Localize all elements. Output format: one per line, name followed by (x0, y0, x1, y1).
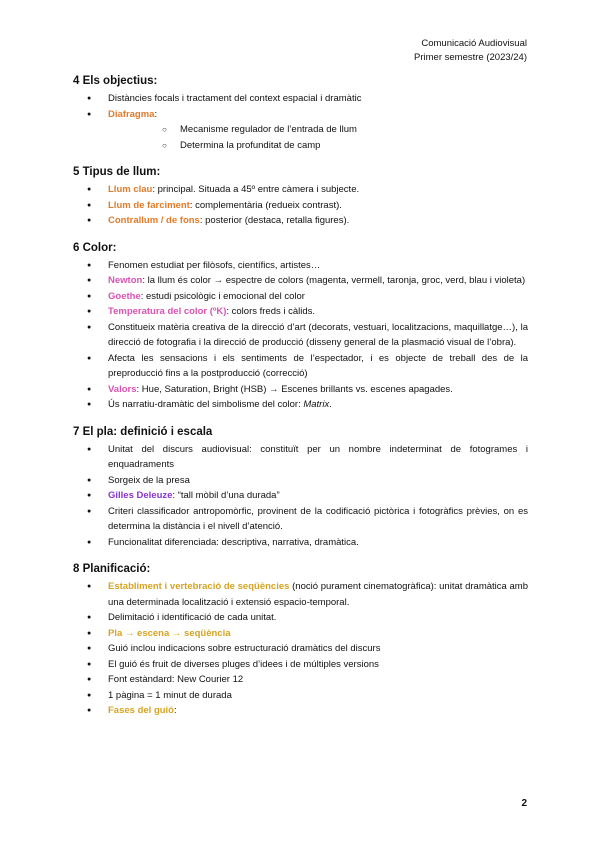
term-temperatura-color: Temperatura del color (ºK) (108, 306, 227, 317)
list-item-text: Font estàndard: New Courier 12 (108, 674, 244, 685)
list-item (73, 351, 528, 382)
list-item-text: El guió és fruit de diverses pluges d’idees i de múltiples versions (108, 658, 379, 670)
list-item-text: Criteri classificador antropomòrfic, provinent de la codificació pictòrica i fotogràfics prèvies, on es determina la distància i el nivell d’atenció. (108, 505, 528, 532)
list-item-text: : colors freds i càlids. (226, 306, 316, 317)
list-item-text: Funcionalitat diferenciada: descriptiva, narrativa, dramàtica. (108, 536, 359, 548)
list-item (73, 488, 528, 504)
list-item-text: : (174, 705, 177, 716)
list-item-text: : estudi psicològic i emocional del color (140, 290, 305, 302)
term-establiment-sequencies: Establiment i vertebració de seqüències (108, 581, 290, 592)
list-item-text: Distàncies focals i tractament del context espacial i dramàtic (108, 93, 362, 104)
sub-item-text: Determina la profunditat de camp (180, 139, 321, 151)
list-item-text: (noció purament cinematogràfica): unitat dramàtica amb una determinada localització i extensió espacio-temporal. (108, 581, 528, 608)
term-valors: Valors (108, 383, 137, 395)
list-item-text: : la llum és color → espectre de colors (magenta, vermell, taronja, groc, verd, blau i violeta) (142, 275, 526, 286)
list-item-text: Guió inclou indicacions sobre estructuració dramàtics del discurs (108, 643, 381, 654)
list-item (73, 703, 528, 719)
list-item-text: Delimitació i identificació de cada unitat. (108, 612, 277, 623)
list-item (73, 657, 528, 673)
list-item (73, 304, 528, 320)
list-item (73, 473, 528, 489)
list-item (73, 320, 528, 351)
list-item (73, 182, 528, 198)
section-title-color: 6 Color: (73, 241, 117, 254)
list-item-text: Constitueix matèria creativa de la direcció d’art (decorats, vestuari, localitzacions, maquillatge…), la direcció de fotografia i la direcció de producció (disseny general de la plasmació visual de l’obra). (108, 321, 528, 348)
bullet-list-objectius (73, 91, 528, 153)
list-item-text: . (329, 399, 332, 410)
list-item-text: Ús narratiu-dramàtic del simbolisme del color: (108, 399, 304, 410)
list-item (73, 626, 528, 642)
list-item (73, 397, 528, 413)
term-llum-clau: Llum clau (108, 184, 153, 195)
section-title-el-pla: 7 El pla: definició i escala (73, 425, 213, 438)
film-title-matrix: Matrix (303, 399, 330, 410)
term-contrallum: Contrallum / de fons (108, 215, 200, 226)
list-item-text: : “tall mòbil d’una durada” (172, 490, 280, 501)
document-header (414, 37, 527, 65)
bullet-list-color (73, 258, 528, 413)
list-item (73, 672, 528, 688)
list-item-text: 1 pàgina = 1 minut de durada (108, 689, 232, 701)
list-item (73, 382, 528, 398)
list-item (73, 504, 528, 535)
list-item (73, 258, 528, 274)
list-item-text: Unitat del discurs audiovisual: constituït per un nombre indeterminat de fotogrames i enquadraments (108, 443, 528, 470)
term-goethe: Goethe (108, 290, 141, 302)
term-newton: Newton (108, 275, 143, 286)
sub-list-item (108, 122, 528, 138)
bullet-list-tipus-llum (73, 182, 528, 229)
section-title-tipus-llum: 5 Tipus de llum: (73, 166, 161, 178)
list-item (73, 535, 528, 551)
bullet-list-el-pla (73, 442, 528, 551)
list-item (73, 213, 528, 229)
term-fases-guio: Fases del guió (108, 705, 174, 716)
list-item-text: : (154, 108, 158, 120)
document-body (73, 74, 528, 731)
sub-list-item (108, 138, 528, 154)
term-diafragma: Diafragma (108, 108, 155, 120)
list-item (73, 688, 528, 704)
list-item (73, 579, 528, 610)
course-title: Comunicació Audiovisual (421, 38, 527, 49)
term-pla-escena-sequencia: Pla → escena → seqüència (108, 627, 231, 639)
list-item-text: : complementària (redueix contrast). (189, 199, 342, 211)
sub-list-diafragma (108, 122, 528, 153)
bullet-list-planificacio (73, 579, 528, 719)
list-item-text: : Hue, Saturation, Bright (HSB) → Escenes brillants vs. escenes apagades. (136, 383, 453, 395)
section-title-objectius: 4 Els objectius: (73, 75, 158, 87)
term-gilles-deleuze: Gilles Deleuze (108, 490, 173, 501)
list-item (73, 198, 528, 214)
list-item (73, 91, 528, 107)
list-item (73, 273, 528, 289)
list-item-text: : posterior (destaca, retalla figures). (199, 215, 350, 226)
list-item (73, 442, 528, 473)
list-item-text: Fenomen estudiat per filòsofs, científics, artistes… (108, 259, 321, 271)
list-item (73, 610, 528, 626)
semester-label: Primer semestre (2023/24) (414, 52, 527, 63)
sub-item-text: Mecanisme regulador de l’entrada de llum (180, 124, 357, 135)
term-llum-farciment: Llum de farciment (108, 199, 190, 211)
page-number: 2 (521, 798, 527, 809)
list-item (73, 289, 528, 305)
section-title-planificacio: 8 Planificació: (73, 563, 151, 575)
list-item-text: : principal. Situada a 45º entre càmera i subjecte. (152, 184, 360, 195)
list-item-text: Sorgeix de la presa (108, 474, 190, 486)
list-item (73, 107, 528, 154)
list-item-text: Afecta les sensacions i els sentiments de l’espectador, i es objecte de treball des de la preproducció fins a la postproducció (correcció) (108, 352, 528, 379)
list-item (73, 641, 528, 657)
